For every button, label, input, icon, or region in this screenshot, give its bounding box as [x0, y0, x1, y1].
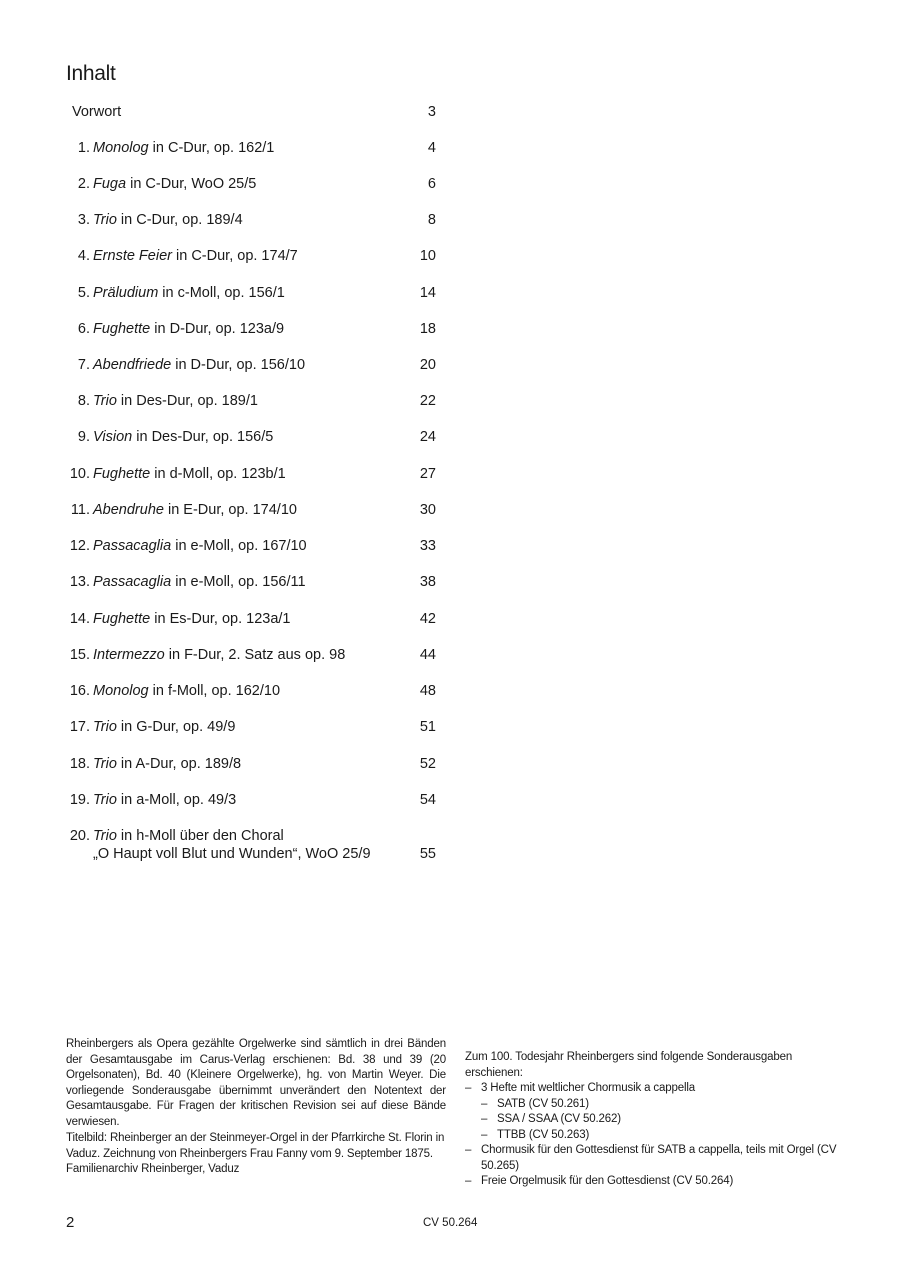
- toc-title-rest: in e-Moll, op. 167/10: [171, 538, 307, 554]
- toc-title-italic: Fughette: [93, 611, 151, 627]
- toc-title: [93, 211, 243, 229]
- toc-number: 7.: [77, 357, 90, 373]
- toc-page: 6: [427, 176, 436, 192]
- toc-page: 30: [419, 502, 436, 518]
- toc-number: 10.: [69, 466, 90, 482]
- toc-number: 14.: [69, 611, 90, 627]
- toc-title: [93, 284, 285, 302]
- toc-page: 20: [419, 357, 436, 373]
- toc-title-italic: Monolog: [93, 140, 149, 156]
- toc-page: 18: [419, 321, 436, 337]
- toc-title-italic: Passacaglia: [93, 538, 172, 554]
- toc-title-rest: in h-Moll über den Choral: [116, 828, 284, 844]
- toc-title: [93, 139, 274, 157]
- toc-label: Vorwort: [72, 104, 122, 120]
- special-editions-sublist: [465, 1097, 845, 1144]
- toc-title: [93, 573, 306, 591]
- toc-number: 5.: [77, 285, 90, 301]
- toc-title-line2: „O Haupt voll Blut und Wunden“, WoO 25/9: [93, 846, 371, 862]
- page-number: 2: [66, 1214, 75, 1231]
- toc-title: [93, 320, 284, 338]
- toc-page: 3: [427, 104, 436, 120]
- toc-title-italic: Fughette: [93, 321, 151, 337]
- toc-title-rest: in d-Moll, op. 123b/1: [150, 466, 286, 482]
- toc-number: 16.: [69, 683, 90, 699]
- toc-page: 51: [419, 719, 436, 735]
- toc-title-italic: Abendfriede: [93, 357, 172, 373]
- toc-title-rest: in f-Moll, op. 162/10: [148, 683, 281, 699]
- toc-page: 27: [419, 466, 436, 482]
- toc-number: 18.: [69, 756, 90, 772]
- toc-number: 11.: [70, 502, 90, 518]
- toc-number: 13.: [69, 574, 90, 590]
- toc-title: [93, 428, 273, 446]
- note-cover-image: Titelbild: Rheinberger an der Steinmeyer-Orgel in der Pfarrkirche St. Florin in Vaduz. Zeichnung von Rheinbergers Frau Fanny vom 9. September 1875. Familienarchiv Rheinberger, Vaduz: [66, 1132, 445, 1175]
- toc-title-italic: Präludium: [93, 285, 159, 301]
- toc-number: 19.: [69, 792, 90, 808]
- list-item: – Freie Orgelmusik für den Gottesdienst (CV 50.264): [465, 1174, 845, 1190]
- toc-title: [93, 392, 258, 410]
- special-editions-list: [465, 1081, 845, 1097]
- note-special-editions: [465, 1050, 845, 1190]
- toc-number: 2.: [77, 176, 90, 192]
- toc-title-italic: Trio: [93, 719, 117, 735]
- toc-number: 4.: [77, 248, 90, 264]
- toc-entry: [66, 827, 440, 863]
- toc-page: 54: [419, 792, 436, 808]
- catalog-code: CV 50.264: [423, 1217, 478, 1229]
- toc-page: 44: [419, 647, 436, 663]
- page-title: Inhalt: [66, 62, 116, 85]
- toc-title-italic: Ernste Feier: [93, 248, 172, 264]
- toc-title-rest: in C-Dur, op. 189/4: [116, 212, 243, 228]
- toc-title-rest: in G-Dur, op. 49/9: [116, 719, 236, 735]
- toc-title-italic: Fuga: [93, 176, 127, 192]
- toc-page: 8: [427, 212, 436, 228]
- toc-title-italic: Abendruhe: [93, 502, 164, 518]
- toc-title-rest: in a-Moll, op. 49/3: [116, 792, 237, 808]
- toc-title-rest: in E-Dur, op. 174/10: [163, 502, 297, 518]
- toc-title-rest: in C-Dur, op. 162/1: [148, 140, 275, 156]
- toc-title-italic: Passacaglia: [93, 574, 172, 590]
- list-item: [465, 1081, 845, 1097]
- toc-page: 52: [419, 756, 436, 772]
- toc-page: 22: [419, 393, 436, 409]
- list-item: – Chormusik für den Gottesdienst für SATB a cappella, teils mit Orgel (CV 50.265): [465, 1143, 845, 1174]
- toc-page: 10: [419, 248, 436, 264]
- toc-page: 33: [419, 538, 436, 554]
- toc-title-rest: in F-Dur, 2. Satz aus op. 98: [164, 647, 346, 663]
- toc-number: 1.: [77, 140, 90, 156]
- toc-title: [93, 465, 286, 483]
- toc-title-rest: in C-Dur, WoO 25/5: [126, 176, 257, 192]
- toc-title: [93, 718, 235, 736]
- toc-title-rest: in D-Dur, op. 156/10: [171, 357, 306, 373]
- list-item-text: 3 Hefte mit weltlicher Chormusik a cappella: [481, 1082, 696, 1094]
- toc-title-italic: Trio: [93, 212, 117, 228]
- toc-title-italic: Monolog: [93, 683, 149, 699]
- toc-title: [93, 356, 305, 374]
- list-item: – TTBB (CV 50.263): [465, 1128, 845, 1144]
- toc-title: [93, 175, 256, 193]
- toc-title-italic: Trio: [93, 393, 117, 409]
- list-item: – SATB (CV 50.261): [465, 1097, 845, 1113]
- toc-title-rest: in C-Dur, op. 174/7: [171, 248, 298, 264]
- toc-page: 55: [419, 846, 436, 862]
- note-editions: Rheinbergers als Opera gezählte Orgelwerke sind sämtlich in drei Bänden der Gesamtausgabe im Carus-Verlag erschienen: Bd. 38 und 39 (20 Orgelsonaten), Bd. 40 (Kleinere Orgelwerke), hg. von Martin Weyer. Die vorliegende Sonderausgabe übernimmt unverändert den Notentext der Gesamtausgabe. Für Fragen der kritischen Revision sei auf diese Bände verwiesen.: [66, 1038, 446, 1128]
- toc-title: [93, 537, 307, 555]
- toc-page: 42: [419, 611, 436, 627]
- toc-title: [93, 247, 298, 265]
- toc-title-italic: Intermezzo: [93, 647, 165, 663]
- toc-number: 9.: [77, 429, 90, 445]
- toc-title: [93, 755, 241, 773]
- toc-number: 3.: [77, 212, 90, 228]
- toc-title: [93, 791, 236, 809]
- toc-page: 48: [419, 683, 436, 699]
- toc-title-rest: in e-Moll, op. 156/11: [171, 574, 306, 590]
- toc-title-rest: in Des-Dur, op. 189/1: [116, 393, 258, 409]
- toc-title: [93, 827, 284, 845]
- toc-page: 24: [419, 429, 436, 445]
- toc-title: [93, 501, 297, 519]
- special-editions-list-2: [465, 1143, 845, 1190]
- list-item: – SSA / SSAA (CV 50.262): [465, 1112, 845, 1128]
- toc-title: [93, 682, 280, 700]
- toc-number: 15.: [69, 647, 90, 663]
- toc-number: 8.: [77, 393, 90, 409]
- toc-title-rest: in c-Moll, op. 156/1: [158, 285, 285, 301]
- toc-title-rest: in Des-Dur, op. 156/5: [132, 429, 274, 445]
- toc-title-rest: in Es-Dur, op. 123a/1: [150, 611, 291, 627]
- toc-number: 12.: [69, 538, 90, 554]
- toc-number: 17.: [69, 719, 90, 735]
- toc-title-rest: in A-Dur, op. 189/8: [116, 756, 242, 772]
- toc-number: 20.: [69, 828, 90, 844]
- toc-title-italic: Trio: [93, 792, 117, 808]
- toc-title-italic: Vision: [93, 429, 133, 445]
- toc-number: 6.: [77, 321, 90, 337]
- toc-title: [93, 646, 345, 664]
- toc-title-rest: in D-Dur, op. 123a/9: [150, 321, 285, 337]
- toc-title: [93, 610, 291, 628]
- toc-title-italic: Trio: [93, 756, 117, 772]
- toc-page: 38: [419, 574, 436, 590]
- toc-title-italic: Trio: [93, 828, 117, 844]
- toc-page: 4: [427, 140, 436, 156]
- toc-title-italic: Fughette: [93, 466, 151, 482]
- special-editions-intro: Zum 100. Todesjahr Rheinbergers sind folgende Sonderausgaben erschienen:: [465, 1051, 793, 1079]
- toc-page: 14: [419, 285, 436, 301]
